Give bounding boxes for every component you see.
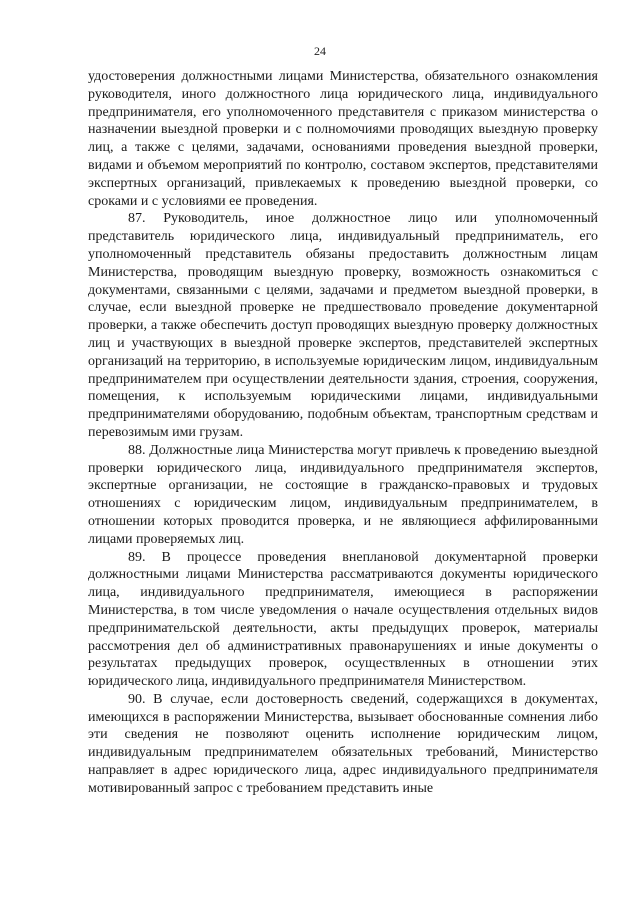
- paragraph-90: 90. В случае, если достоверность сведений, содержащихся в документах, имеющихся в распоряжении Министерства, вызывает обоснованные сомнения либо эти сведения не позволяют оценить исполнение юридическим лицом, индивидуальным предпринимателем обязательных требований, Министерство направляет в адрес юридического лица, адрес индивидуального предпринимателя мотивированный запрос с требованием представить иные: [88, 691, 598, 796]
- paragraph-88: 88. Должностные лица Министерства могут привлечь к проведению выездной проверки юридического лица, индивидуального предпринимателя экспертов, экспертные организации, не состоящие в гражданско-правовых и трудовых отношениях с юридическим лицом, индивидуальным предпринимателем, в отношении которых проводится проверка, и не являющиеся аффилированными лицами проверяемых лиц.: [88, 442, 598, 547]
- document-body: [88, 68, 598, 798]
- page-number: 24: [314, 44, 326, 58]
- paragraph-89: 89. В процессе проведения внеплановой документарной проверки должностными лицами Министерства рассматриваются документы юридического лица, индивидуального предпринимателя, имеющиеся в распоряжении Министерства, в том числе уведомления о начале осуществления отдельных видов предпринимательской деятельности, акты предыдущих проверок, материалы рассмотрения дел об административных правонарушениях и иные документы о результатах предыдущих проверок, осуществленных в отношении этих юридического лица, индивидуального предпринимателя Министерством.: [88, 549, 598, 690]
- paragraph-continuation: удостоверения должностными лицами Министерства, обязательного ознакомления руководителя, иного должностного лица юридического лица, индивидуального предпринимателя, его уполномоченного представителя с приказом министерства о назначении выездной проверки и с полномочиями проводящих выездную проверку лиц, а также с целями, задачами, основаниями проведения выездной проверки, видами и объемом мероприятий по контролю, составом экспертов, представителями экспертных организаций, привлекаемых к проведению выездной проверки, со сроками и с условиями ее проведения.: [88, 69, 598, 209]
- paragraph-87: 87. Руководитель, иное должностное лицо или уполномоченный представитель юридического лица, индивидуальный предприниматель, его уполномоченный представитель обязаны предоставить должностным лицам Министерства, проводящим выездную проверку, возможность ознакомиться с документами, связанными с целями, задачами и предметом выездной проверки, в случае, если выездной проверке не предшествовало проведение документарной проверки, а также обеспечить доступ проводящих выездную проверку должностных лиц и участвующих в выездной проверке экспертов, представителей экспертных организаций на территорию, в используемые юридическим лицом, индивидуальным предпринимателем при осуществлении деятельности здания, строения, сооружения, помещения, к используемым юридическими лицами, индивидуальными предпринимателями оборудованию, подобным объектам, транспортным средствам и перевозимым ими грузам.: [88, 211, 598, 440]
